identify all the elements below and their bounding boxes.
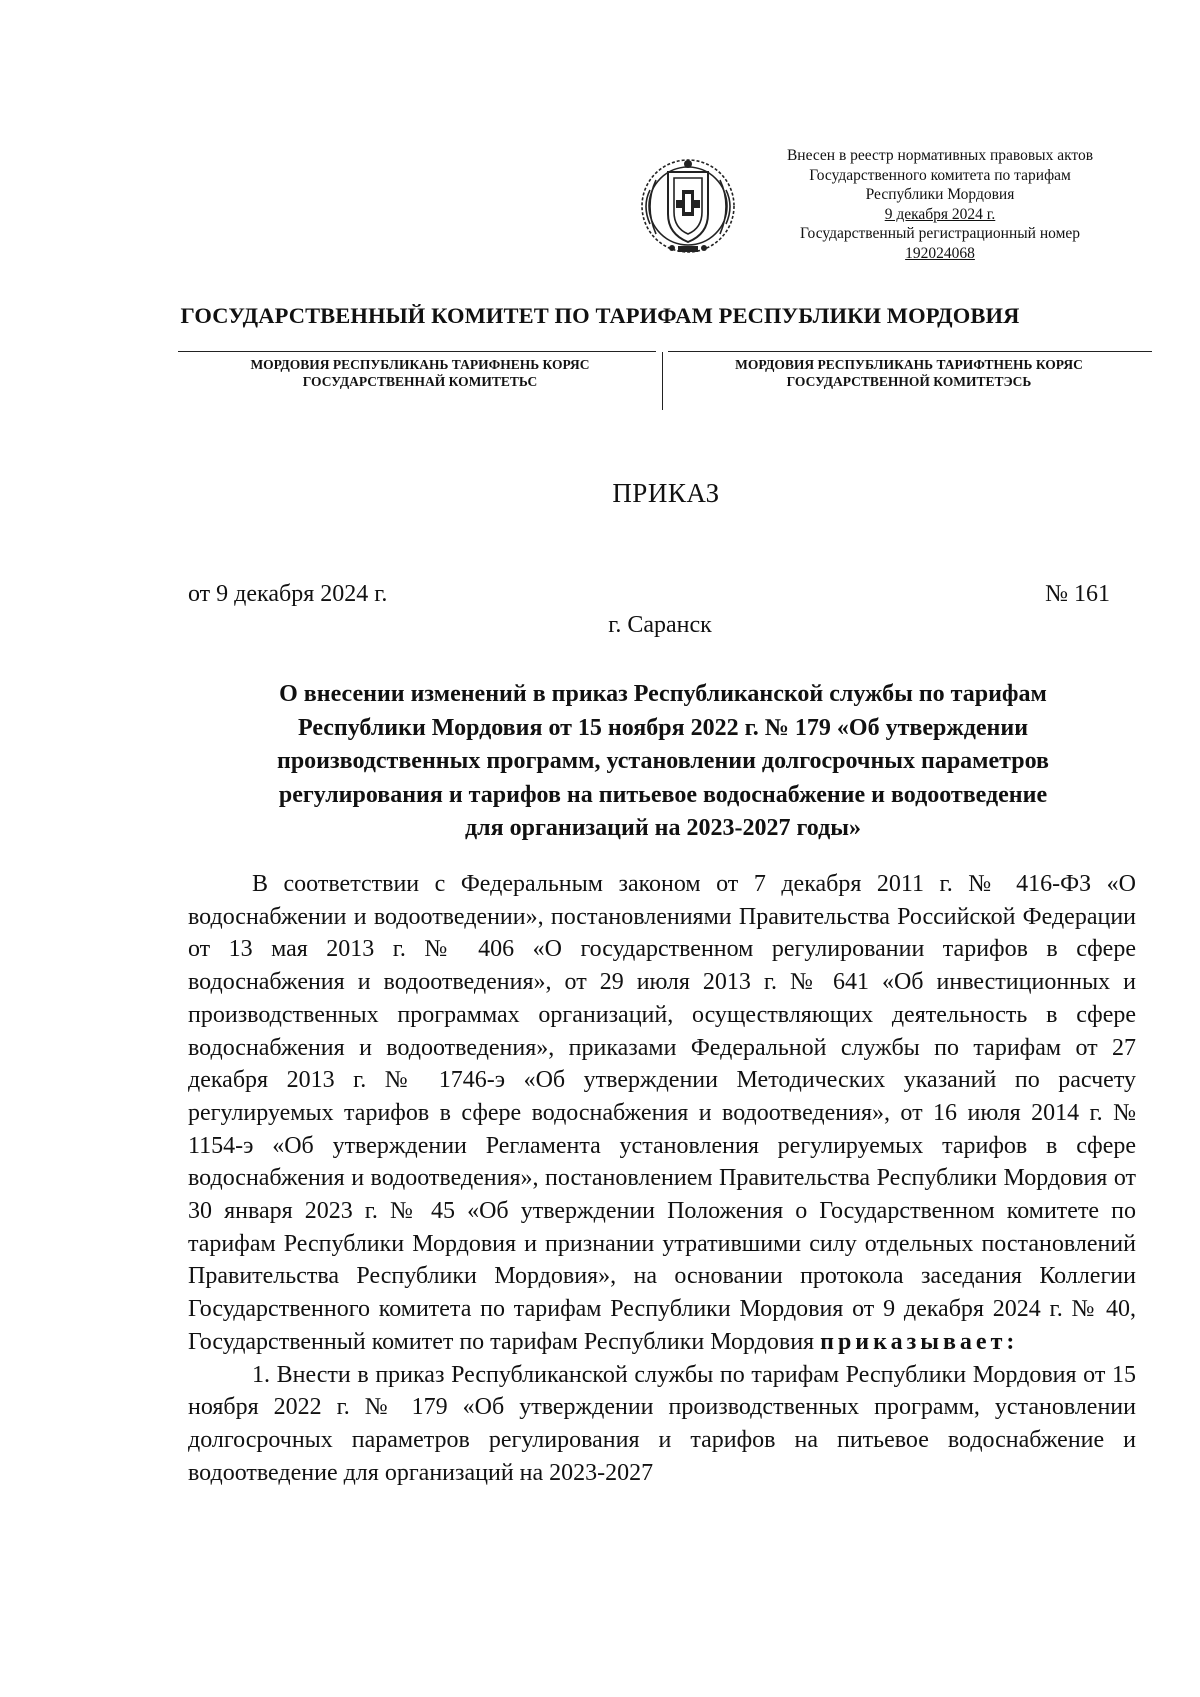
header-rule-right — [668, 351, 1152, 352]
subject-line-4: регулирования и тарифов на питьевое водоснабжение и водоотведение — [278, 781, 1048, 808]
coat-of-arms-emblem — [636, 150, 740, 262]
mordovian-name-left-line-2: ГОСУДАРСТВЕННАЙ КОМИТЕТЬС — [302, 373, 538, 389]
registry-date: 9 декабря 2024 г. — [884, 205, 996, 223]
order-title: ПРИКАЗ — [612, 478, 720, 508]
subject-line-2: Республики Мордовия от 15 ноября 2022 г. № 179 «Об утверждении — [297, 714, 1029, 741]
header-rule-left — [178, 351, 656, 352]
order-city: г. Саранск — [608, 612, 712, 638]
body-paragraph-2: 1. Внести в приказ Республиканской службы по тарифам Республики Мордовия от 15 ноября 2022 г. № 179 «Об утверждении производственных программ, установлении долгосрочных параметров регулирования и тарифов на питьевое водоснабжение и водоотведение для организаций на 2023-2027 — [188, 1361, 1136, 1486]
mordovian-name-left-line-1: МОРДОВИЯ РЕСПУБЛИКАНЬ ТАРИФНЕНЬ КОРЯС — [250, 357, 590, 372]
preamble-text: В соответствии с Федеральным законом от 7 декабря 2011 г. № 416-ФЗ «О водоснабжении и водоотведении», постановлениями Правительства Российской Федерации от 13 мая 2013 г. № 406 «О государственном регулировании тарифов в сфере водоснабжения и водоотведения», от 29 июля 2013 г. № 641 «Об инвестиционных и производственных программах организаций, осуществляющих деятельность в сфере водоснабжения и водоотведения», приказами Федеральной службы по тарифам от 27 декабря 2013 г. № 1746-э «Об утверждении Методических указаний по расчету регулируемых тарифов в сфере водоснабжения и водоотведения», от 16 июля 2014 г. № 1154-э «Об утверждении Регламента установления регулируемых тарифов в сфере водоснабжения и водоотведения», постановлением Правительства Республики Мордовия от 30 января 2023 г. № 45 «Об утверждении Положения о Государственном комитете по тарифам Республики Мордовия и признании утратившими силу отдельных постановлений Правительства Республики Мордовия», на основании протокола заседания Коллегии Государственного комитета по тарифам Республики Мордовия от 9 декабря 2024 г. № 40, Государственный комитет по тарифам Республики Мордовия — [188, 871, 1136, 1355]
decree-word: приказывает: — [820, 1328, 1019, 1355]
mordovian-name-right-line-1: МОРДОВИЯ РЕСПУБЛИКАНЬ ТАРИФТНЕНЬ КОРЯС — [735, 357, 1083, 372]
subject-line-5: для организаций на 2023-2027 годы» — [465, 815, 861, 841]
subject-line-3: производственных программ, установлении долгосрочных параметров — [277, 748, 1049, 774]
header-vertical-divider — [662, 352, 663, 410]
order-number: № 161 — [1045, 581, 1110, 607]
committee-title: ГОСУДАРСТВЕННЫЙ КОМИТЕТ ПО ТАРИФАМ РЕСПУБЛИКИ МОРДОВИЯ — [180, 303, 1020, 328]
registry-line-3: Республики Мордовия — [865, 186, 1015, 203]
mordovian-name-left — [190, 357, 650, 390]
registry-line-2: Государственного комитета по тарифам — [809, 166, 1071, 184]
registry-line-5: Государственный регистрационный номер — [799, 225, 1081, 242]
order-subject — [180, 678, 1146, 846]
order-date: от 9 декабря 2024 г. — [188, 581, 388, 607]
body-paragraph-1 — [188, 868, 1136, 1359]
registry-line-1: Внесен в реестр нормативных правовых актов — [786, 147, 1094, 164]
registry-number: 192024068 — [905, 244, 975, 262]
registry-stamp — [740, 146, 1140, 263]
mordovian-name-right-line-2: ГОСУДАРСТВЕННОЙ КОМИТЕТЭСЬ — [786, 373, 1032, 389]
mordovian-name-right — [672, 357, 1146, 390]
subject-line-1: О внесении изменений в приказ Республиканской службы по тарифам — [279, 681, 1047, 707]
order-body — [188, 868, 1136, 1489]
